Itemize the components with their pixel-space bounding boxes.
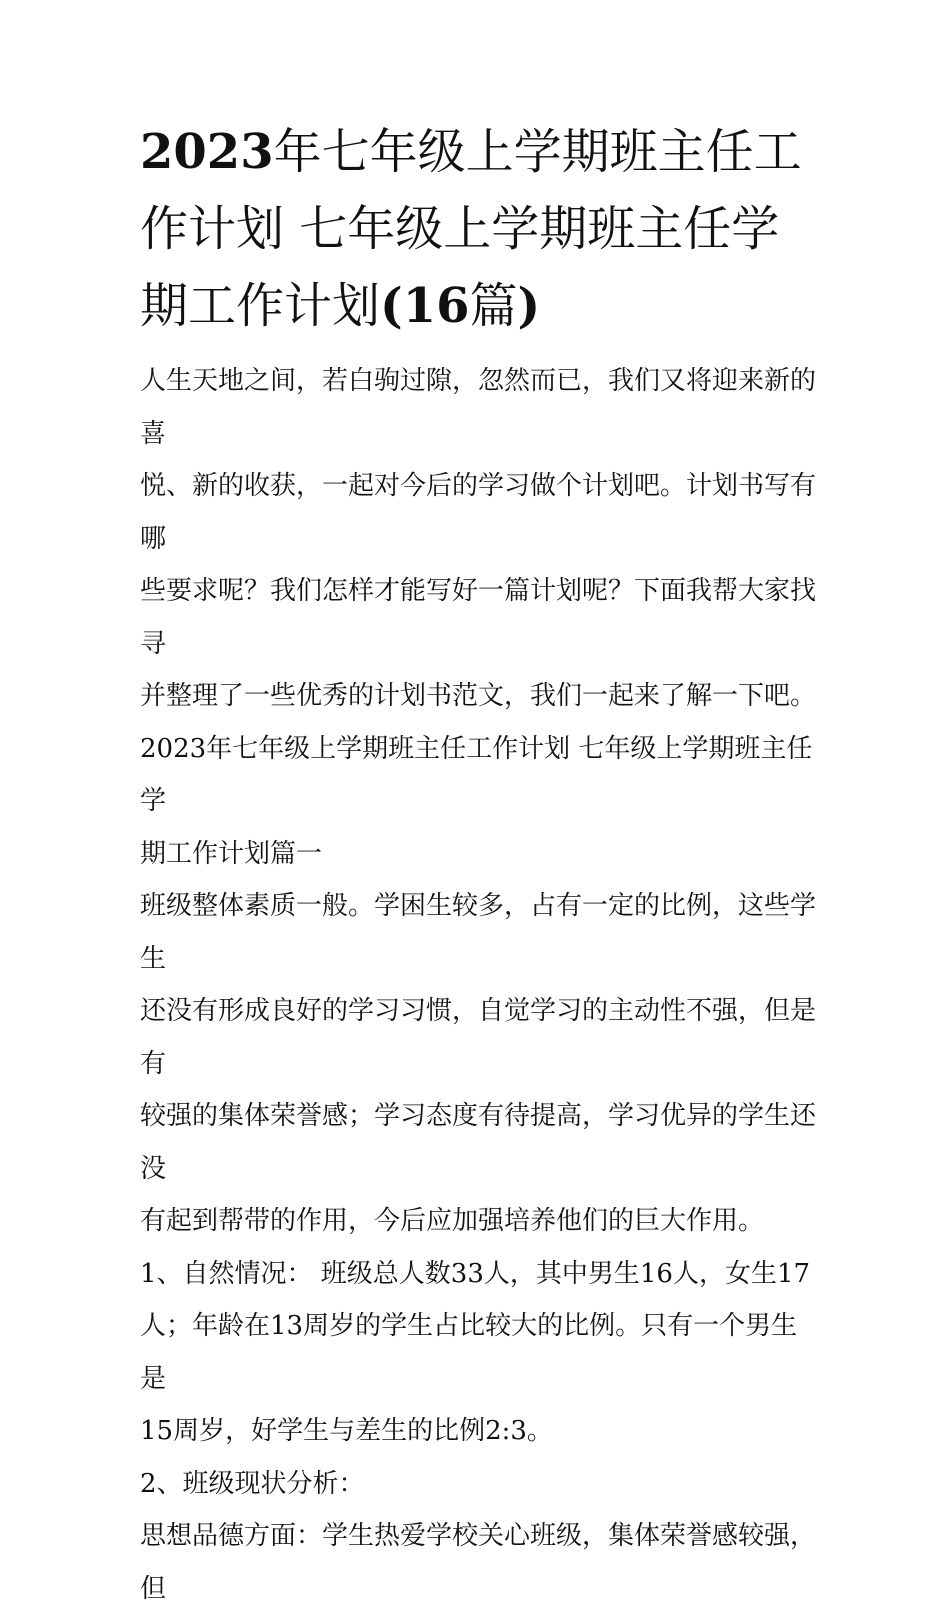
paragraph-line-2: 还没有形成良好的学习习惯，自觉学习的主动性不强，但是有 bbox=[140, 996, 817, 1079]
item-2-heading: 2、班级现状分析： bbox=[140, 1468, 365, 1499]
item-1-line-3: 15周岁，好学生与差生的比例2:3。 bbox=[140, 1416, 553, 1446]
intro-line-4: 并整理了一些优秀的计划书范文，我们一起来了解一下吧。 bbox=[140, 681, 817, 711]
title-count-unit: 篇 bbox=[469, 278, 518, 334]
title-line-1 bbox=[140, 114, 820, 191]
title-line-1-rest: 年七年级上学期班主任工 bbox=[273, 124, 802, 180]
document-title bbox=[140, 114, 820, 345]
item-2-line-1: 思想品德方面：学生热爱学校关心班级，集体荣誉感较强，但 bbox=[140, 1521, 817, 1604]
title-line-3 bbox=[140, 268, 820, 345]
intro-line-3: 些要求呢？我们怎样才能写好一篇计划呢？下面我帮大家找寻 bbox=[140, 576, 817, 659]
paragraph-line-4: 有起到帮带的作用，今后应加强培养他们的巨大作用。 bbox=[140, 1206, 765, 1236]
paragraph-line-1: 班级整体素质一般。学困生较多，占有一定的比例，这些学生 bbox=[140, 891, 817, 974]
section-heading-line-2: 期工作计划篇一 bbox=[140, 838, 323, 869]
intro-line-2: 悦、新的收获，一起对今后的学习做个计划吧。计划书写有哪 bbox=[140, 471, 817, 554]
intro-line-1: 人生天地之间，若白驹过隙，忽然而已，我们又将迎来新的喜 bbox=[140, 366, 817, 449]
paragraph-line-3: 较强的集体荣誉感；学习态度有待提高，学习优异的学生还没 bbox=[140, 1101, 817, 1184]
item-1-line-1: 1、自然情况： 班级总人数33人，其中男生16人，女生17 bbox=[140, 1258, 811, 1289]
title-year: 2023 bbox=[140, 124, 274, 180]
section-heading-line-1: 2023年七年级上学期班主任工作计划 七年级上学期班主任学 bbox=[140, 733, 813, 816]
title-close-paren: ) bbox=[517, 278, 541, 334]
item-1-line-2: 人；年龄在13周岁的学生占比较大的比例。只有一个男生是 bbox=[140, 1311, 798, 1394]
title-line-3-text: 期工作计划 bbox=[140, 278, 381, 334]
title-line-2: 作计划 七年级上学期班主任学 bbox=[140, 201, 780, 257]
title-count: (16 bbox=[380, 278, 470, 334]
document-body bbox=[140, 355, 820, 1615]
